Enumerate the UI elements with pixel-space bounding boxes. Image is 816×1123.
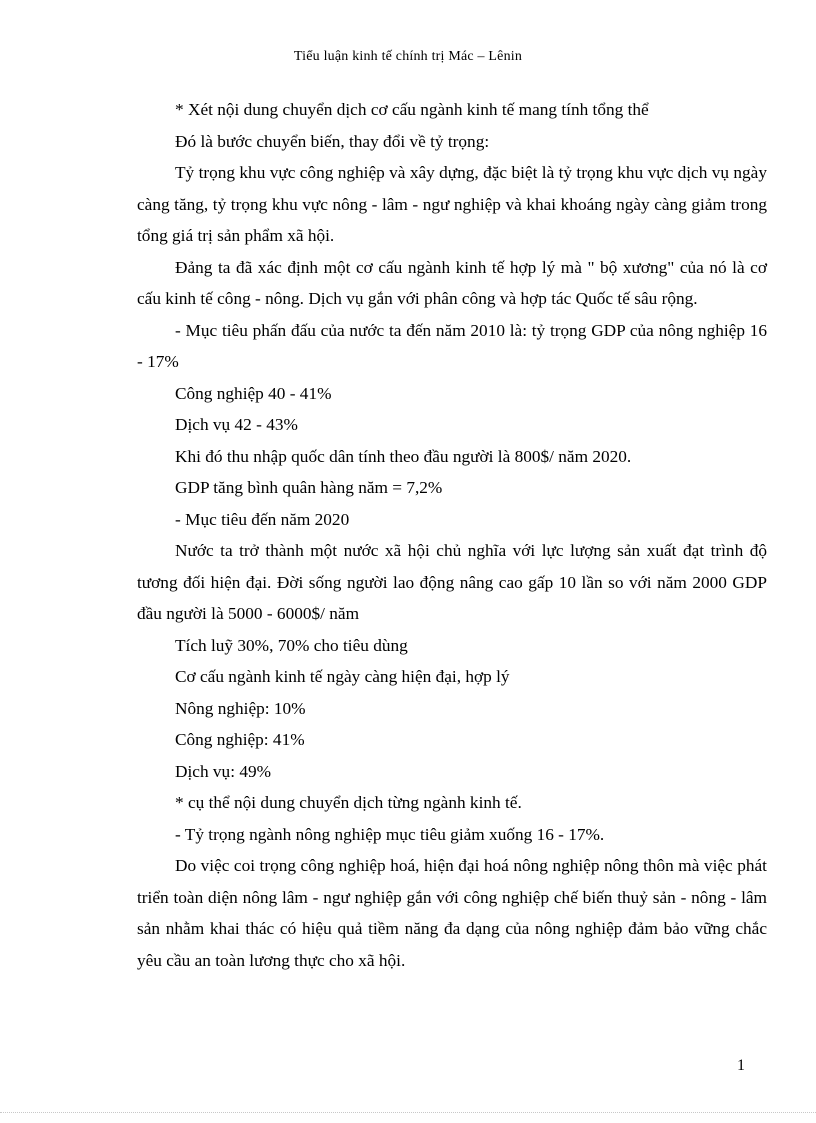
paragraph: * Xét nội dung chuyển dịch cơ cấu ngành kinh tế mang tính tổng thể — [175, 100, 649, 119]
paragraph: Dịch vụ: 49% — [175, 761, 271, 781]
paragraph: Đảng ta đã xác định một cơ cấu ngành kinh tế hợp lý mà " bộ xương" của nó là cơ cấu kinh tế công - nông. Dịch vụ gắn với phân công và hợp tác Quốc tế sâu rộng. — [137, 257, 767, 308]
paragraph: Công nghiệp: 41% — [175, 730, 305, 749]
page-bottom-border — [0, 1112, 816, 1113]
paragraph: - Tỷ trọng ngành nông nghiệp mục tiêu giảm xuống 16 - 17%. — [175, 824, 605, 844]
paragraph: Nông nghiệp: 10% — [175, 698, 306, 718]
document-body — [137, 94, 767, 976]
paragraph: Do việc coi trọng công nghiệp hoá, hiện đại hoá nông nghiệp nông thôn mà việc phát triển toàn diện nông lâm - ngư nghiệp gắn với công nghiệp chế biến thuỷ sản - nông - lâm sản nhằm khai thác có hiệu quả tiềm năng đa dạng của nông nghiệp đảm bảo vững chắc yêu cầu an toàn lương thực cho xã hội. — [137, 856, 767, 970]
paragraph: Cơ cấu ngành kinh tế ngày càng hiện đại, hợp lý — [175, 667, 510, 686]
paragraph: Nước ta trở thành một nước xã hội chủ nghĩa với lực lượng sản xuất đạt trình độ tương đối hiện đại. Đời sống người lao động nâng cao gấp 10 lần so với năm 2000 GDP đầu người là 5000 - 6000$/ năm — [137, 541, 767, 623]
paragraph: Đó là bước chuyển biến, thay đổi về tỷ trọng: — [175, 131, 490, 151]
paragraph: Công nghiệp 40 - 41% — [175, 383, 332, 403]
paragraph: - Mục tiêu phấn đấu của nước ta đến năm 2010 là: tỷ trọng GDP của nông nghiệp 16 - 17% — [137, 320, 767, 371]
paragraph: Khi đó thu nhập quốc dân tính theo đầu người là 800$/ năm 2020. — [175, 446, 632, 466]
paragraph: Tỷ trọng khu vực công nghiệp và xây dựng, đặc biệt là tỷ trọng khu vực dịch vụ ngày càng tăng, tỷ trọng khu vực nông - lâm - ngư nghiệp và khai khoáng ngày càng giảm trong tổng giá trị sản phẩm xã hội. — [137, 163, 767, 245]
paragraph: Dịch vụ 42 - 43% — [175, 415, 298, 434]
paragraph: Tích luỹ 30%, 70% cho tiêu dùng — [175, 635, 408, 655]
paragraph: GDP tăng bình quân hàng năm = 7,2% — [175, 478, 443, 497]
paragraph: * cụ thể nội dung chuyển dịch từng ngành kinh tế. — [175, 793, 522, 812]
page-number: 1 — [737, 1057, 745, 1074]
page-header: Tiểu luận kinh tế chính trị Mác – Lênin — [293, 49, 523, 64]
paragraph: - Mục tiêu đến năm 2020 — [175, 509, 350, 529]
